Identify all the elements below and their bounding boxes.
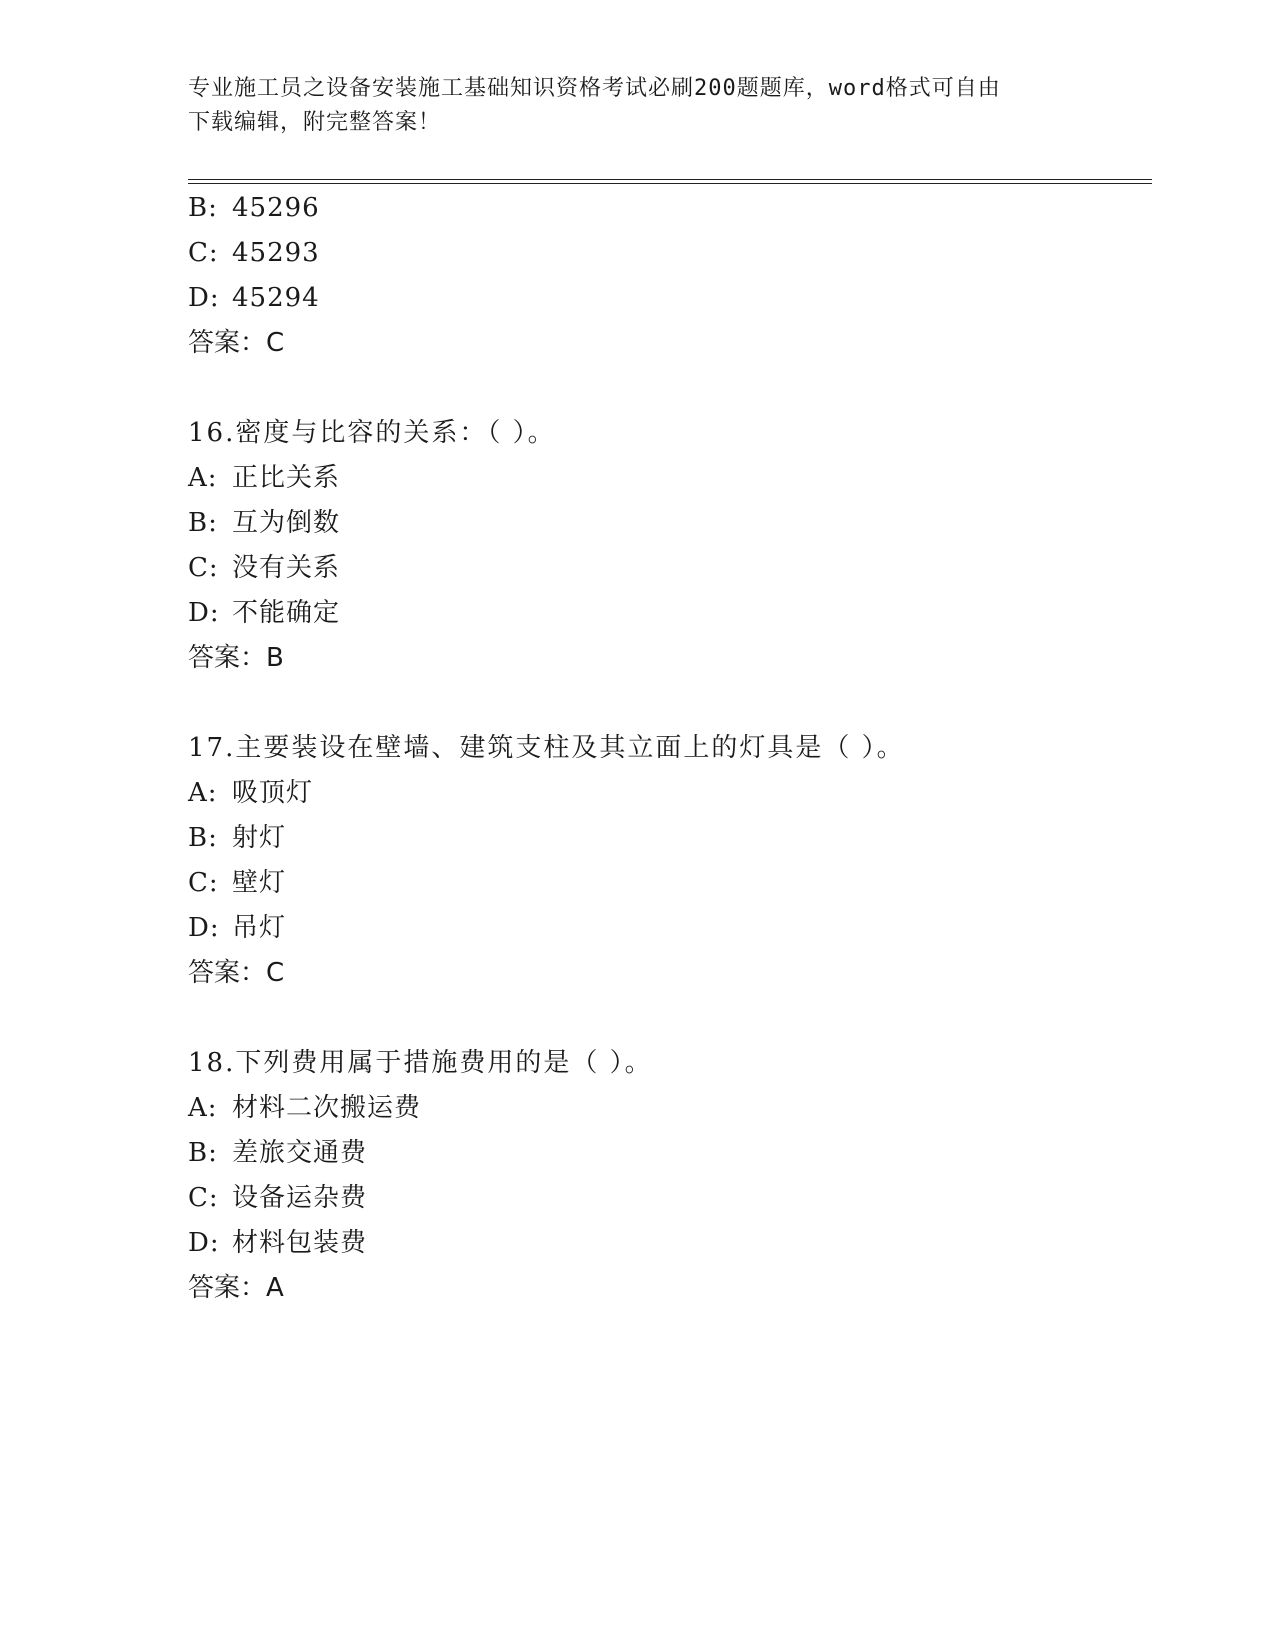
option-text: 壁灯 [232,868,287,898]
header-line-1: 专业施工员之设备安装施工基础知识资格考试必刷200题题库，word格式可自由 [188,76,1001,101]
option-label: A: [188,778,218,808]
q17-option-a [188,777,313,809]
q18-option-c [188,1182,367,1214]
option-text: 材料二次搬运费 [232,1093,422,1123]
q15-answer: 答案：C [188,328,285,358]
option-label: B: [188,1138,218,1168]
option-text: 吸顶灯 [232,778,314,808]
q17-option-c [188,867,286,899]
q18-option-d [188,1227,367,1259]
option-text: 设备运杂费 [232,1183,368,1213]
option-text: 没有关系 [232,553,341,583]
option-text: 45293 [232,238,320,268]
document-header [188,72,1088,140]
q18-option-b [188,1137,367,1169]
header-line-2: 下载编辑，附完整答案！ [188,110,442,135]
option-text: 互为倒数 [232,508,341,538]
option-text: 45294 [232,283,320,313]
q18-answer: 答案：A [188,1273,284,1303]
option-label: A: [188,463,218,493]
option-label: B: [188,823,218,853]
option-label: D: [188,283,220,313]
q18-option-a [188,1092,421,1124]
option-text: 正比关系 [232,463,341,493]
option-label: D: [188,913,220,943]
option-label: A: [188,1093,218,1123]
option-text: 吊灯 [232,913,287,943]
q17-option-d [188,912,286,944]
q15-option-c [188,237,320,269]
q15-option-d [188,282,320,314]
header-rule-top [188,179,1152,180]
q16-option-b [188,507,340,539]
option-text: 不能确定 [232,598,341,628]
q16-title: 16.密度与比容的关系：（ ）。 [188,418,556,448]
option-label: D: [188,598,220,628]
option-label: B: [188,508,218,538]
q16-answer: 答案：B [188,643,284,673]
q17-option-b [188,822,286,854]
option-label: C: [188,1183,219,1213]
option-label: B: [188,193,218,223]
q16-option-d [188,597,340,629]
option-label: D: [188,1228,220,1258]
option-label: C: [188,553,219,583]
q16-option-a [188,462,340,494]
q18-title: 18.下列费用属于措施费用的是（ ）。 [188,1048,653,1078]
q17-title: 17.主要装设在壁墙、建筑支柱及其立面上的灯具是（ ）。 [188,733,905,763]
q17-answer: 答案：C [188,958,285,988]
option-text: 差旅交通费 [232,1138,368,1168]
option-text: 材料包装费 [232,1228,368,1258]
q16-option-c [188,552,340,584]
option-text: 射灯 [232,823,287,853]
option-label: C: [188,238,219,268]
option-text: 45296 [232,193,320,223]
header-rule-bottom [188,183,1152,184]
option-label: C: [188,868,219,898]
q15-option-b [188,192,320,224]
